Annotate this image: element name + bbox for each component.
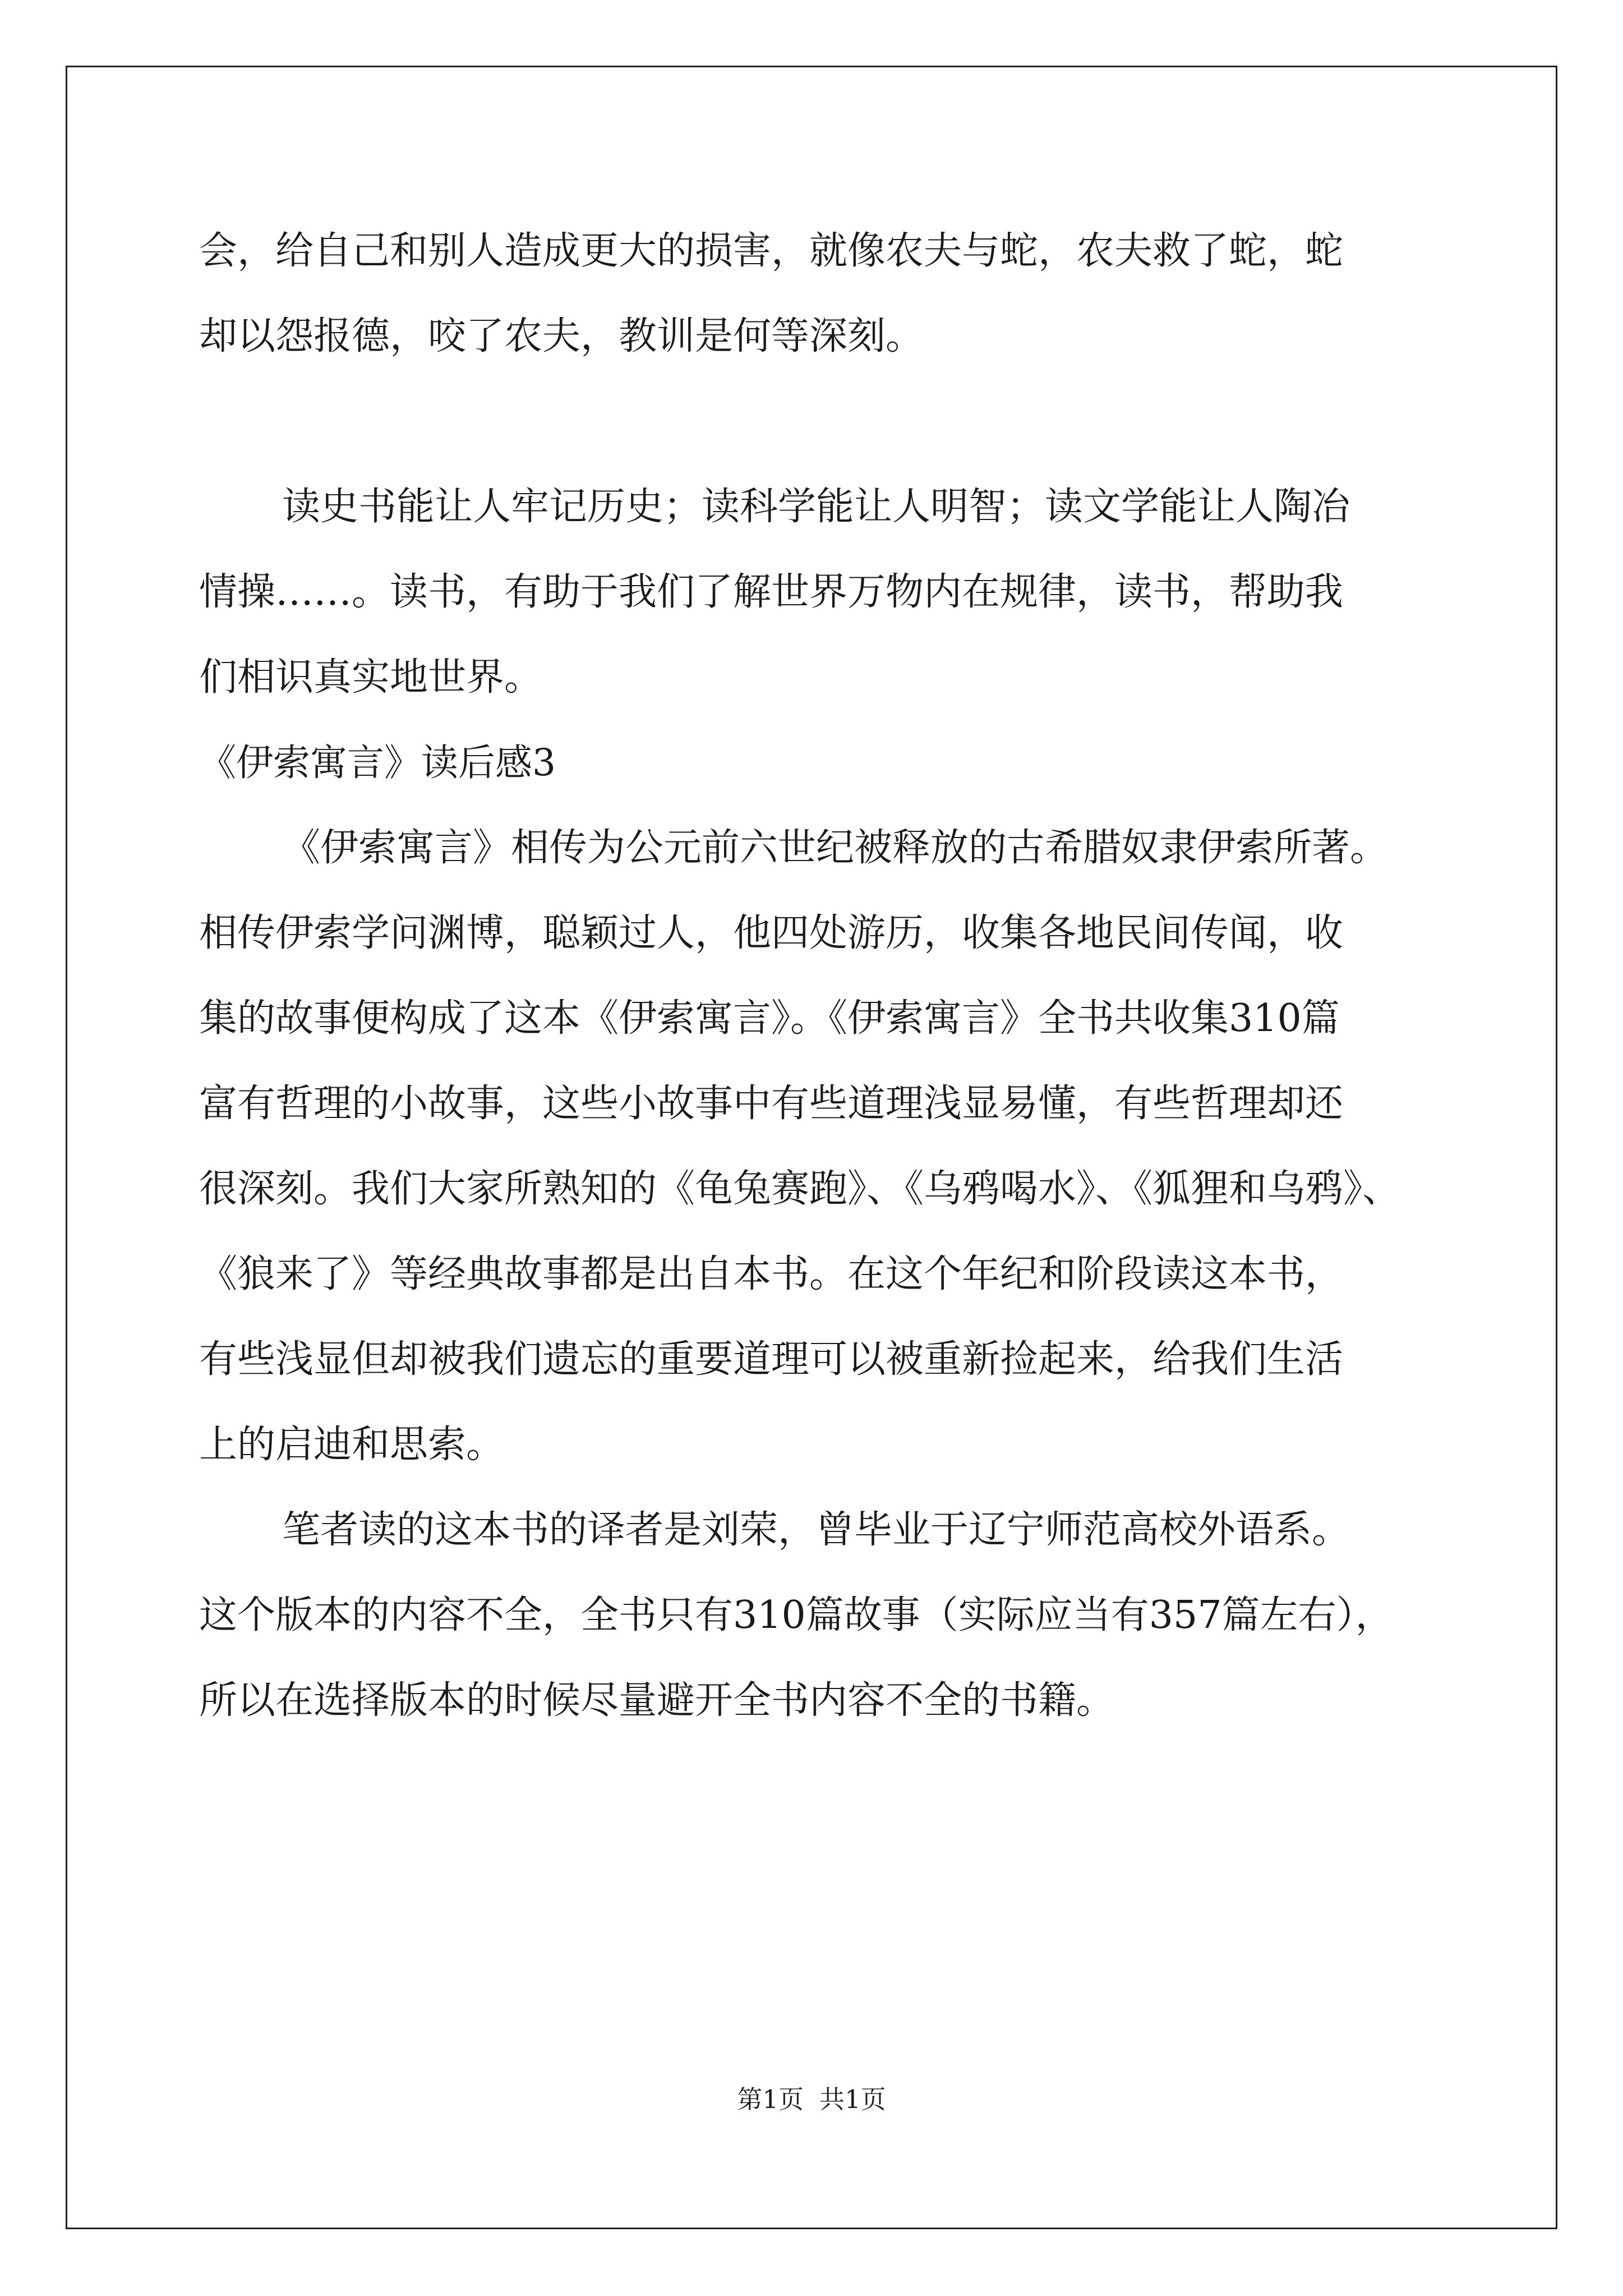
body-line: 富有哲理的小故事，这些小故事中有些道理浅显易懂，有些哲理却还 — [199, 1082, 1344, 1126]
body-line: 笔者读的这本书的译者是刘荣，曾毕业于辽宁师范高校外语系。 — [282, 1508, 1350, 1552]
body-line: 这个版本的内容不全，全书只有310篇故事（实际应当有357篇左右）， — [199, 1593, 1394, 1637]
body-line: 相传伊索学问渊博，聪颖过人，他四处游历，收集各地民间传闻，收 — [199, 911, 1344, 955]
document-body — [199, 216, 1433, 1751]
page-number-total: 共1页 — [819, 2085, 886, 2114]
body-line: 《伊索寓言》相传为公元前六世纪被释放的古希腊奴隶伊索所著。 — [282, 826, 1389, 870]
body-line: 们相识真实地世界。 — [199, 655, 543, 700]
body-line: 却以怨报德，咬了农夫，教训是何等深刻。 — [199, 314, 924, 358]
body-line: 《狼来了》等经典故事都是出自本书。在这个年纪和阶段读这本书， — [199, 1252, 1344, 1296]
body-line: 情操……。读书，有助于我们了解世界万物内在规律，读书，帮助我 — [199, 570, 1344, 614]
body-line: 会，给自己和别人造成更大的损害，就像农夫与蛇，农夫救了蛇，蛇 — [199, 229, 1344, 273]
section-heading: 《伊索寓言》读后感3 — [199, 741, 556, 784]
body-line: 所以在选择版本的时候尽量避开全书内容不全的书籍。 — [199, 1678, 1115, 1723]
body-line: 很深刻。我们大家所熟知的《龟兔赛跑》、《乌鸦喝水》、《狐狸和乌鸦》、 — [199, 1167, 1401, 1211]
page-footer — [0, 2083, 1623, 2116]
body-line: 集的故事便构成了这本《伊索寓言》。《伊索寓言》全书共收集310篇 — [199, 996, 1340, 1041]
body-line: 有些浅显但却被我们遗忘的重要道理可以被重新捡起来，给我们生活 — [199, 1337, 1344, 1382]
body-line: 读史书能让人牢记历史；读科学能让人明智；读文学能让人陶冶 — [282, 485, 1350, 529]
page-number-current: 第1页 — [737, 2085, 804, 2114]
body-line: 上的启迪和思索。 — [199, 1423, 505, 1467]
